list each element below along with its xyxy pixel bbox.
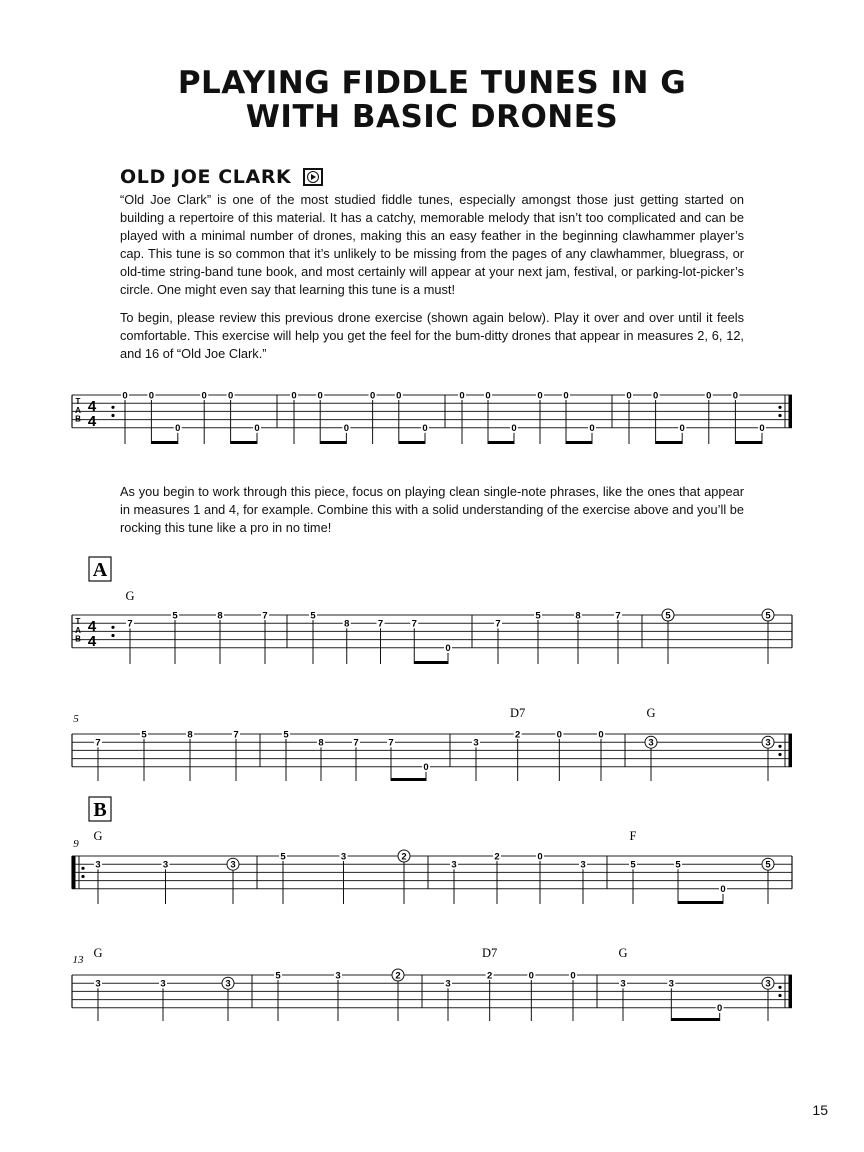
drone-review-paragraph: To begin, please review this previous drone exercise (shown again below). Play it over and over until it feels comfortable. This exercise will help you get the feel for the bum-ditty drones that appear in measures 2, 6, 12, and 16 of “Old Joe Clark.”	[120, 310, 744, 361]
page-title-line-2: WITH BASIC DRONES	[245, 99, 619, 135]
tab-note: 7	[388, 737, 394, 749]
chord-symbol: G	[618, 946, 628, 960]
page-title-line-1: PLAYING FIDDLE TUNES IN G	[177, 65, 687, 101]
chord-symbol: G	[646, 706, 656, 720]
repeat-end-thick-bar	[789, 975, 793, 1008]
repeat-dot	[111, 406, 114, 409]
tab-note: 0	[254, 423, 260, 435]
tab-note: 0	[598, 729, 604, 741]
tab-note: 3	[95, 978, 101, 990]
eighth-beam	[414, 661, 448, 664]
tab-note: 7	[377, 618, 384, 630]
tab-note: 3	[451, 859, 457, 871]
tab-note: 0	[148, 390, 155, 402]
repeat-dot	[778, 414, 781, 417]
eighth-beam	[231, 441, 257, 444]
tab-note: 7	[495, 618, 501, 630]
tab-note: 3	[445, 978, 451, 990]
tab-note: 7	[411, 618, 417, 630]
tab-note: 0	[537, 390, 543, 402]
tab-note: 2	[487, 970, 493, 982]
measure-number: 13	[72, 954, 84, 966]
tab-note: 5	[283, 729, 289, 741]
practice-tips-paragraph: As you begin to work through this piece, focus on playing clean single-note phrases, like the ones that appear in measures 1 and 4, for example. Combine this with a solid understanding of the exercise above and you’ll be rocking this tune like a pro in no time!	[120, 484, 744, 535]
eighth-beam	[151, 441, 177, 444]
tab-note: 3	[765, 737, 771, 749]
tab-clef-letter: A	[75, 625, 81, 635]
eighth-beam	[671, 1018, 719, 1021]
tab-note: 5	[630, 859, 636, 871]
tab-note: 0	[122, 390, 128, 402]
tab-note: 0	[485, 390, 491, 402]
eighth-beam	[735, 441, 762, 444]
tab-note: 0	[556, 729, 562, 741]
tab-note: 0	[679, 423, 685, 435]
rehearsal-mark: B	[93, 799, 107, 821]
eighth-beam	[320, 441, 346, 444]
tab-note: 0	[717, 1003, 723, 1015]
tab-note: 7	[262, 610, 268, 622]
tab-note: 0	[511, 423, 517, 435]
tab-note: 0	[396, 390, 402, 402]
eighth-beam	[656, 441, 683, 444]
tab-staff-system-1	[72, 615, 792, 648]
tab-note: 3	[230, 859, 236, 871]
tab-clef-letter: T	[75, 617, 81, 626]
tab-note: 0	[422, 423, 428, 435]
tab-note: 5	[765, 859, 771, 871]
chord-symbol: F	[629, 829, 637, 843]
tab-note: 8	[318, 737, 324, 749]
tab-clef-letter: T	[75, 397, 81, 406]
tab-staff-system-3	[72, 856, 792, 889]
repeat-end-thick-bar	[789, 734, 793, 767]
tab-note: 0	[537, 851, 543, 863]
tab-note: 5	[141, 729, 147, 741]
tab-note: 0	[317, 390, 323, 402]
tab-note: 8	[217, 610, 223, 622]
tab-note: 5	[280, 851, 286, 863]
repeat-dot	[111, 626, 114, 629]
tab-note: 2	[494, 851, 500, 863]
tab-note: 0	[201, 390, 207, 402]
tab-note: 7	[127, 618, 133, 630]
tab-note: 0	[759, 423, 765, 435]
tab-note: 3	[765, 978, 771, 990]
time-signature-top: 4	[87, 398, 97, 415]
tab-note: 5	[535, 610, 541, 622]
tab-note: 3	[580, 859, 586, 871]
tab-note: 0	[369, 390, 376, 402]
tab-clef-letter: A	[75, 405, 81, 415]
tab-note: 3	[648, 737, 654, 749]
tab-note: 0	[720, 884, 726, 896]
tab-note: 5	[310, 610, 316, 622]
tab-note: 2	[515, 729, 521, 741]
repeat-dot	[81, 867, 84, 870]
tab-note: 8	[575, 610, 581, 622]
repeat-dot	[778, 406, 781, 409]
tab-note: 5	[275, 970, 281, 982]
measure-number: 9	[73, 838, 79, 850]
page-number: 15	[812, 1102, 828, 1118]
tab-note: 5	[665, 610, 671, 622]
intro-paragraph: “Old Joe Clark” is one of the most studied fiddle tunes, especially amongst those just getting started on building a repertoire of this material. It has a catchy, memorable melody that isn’t too complicated and can be played with a minimal number of drones, making this an easy feather in the beginning clawhammer player’s cap. This tune is so common that it’s unlikely to be missing from the pages of any clawhammer, bluegrass, or old-time string-band tune book, and most certainly will appear at your next jam, festival, or parking-lot-picker’s circle. One might even say that learning this tune is a must!	[120, 192, 744, 297]
tab-note: 0	[227, 390, 234, 402]
tab-note: 0	[732, 390, 739, 402]
chord-symbol: G	[93, 946, 103, 960]
tab-note: 8	[187, 729, 193, 741]
tab-clef-letter: B	[75, 414, 81, 424]
repeat-dot	[778, 745, 781, 748]
tab-staff-system-4	[72, 975, 792, 1008]
tab-note: 0	[528, 970, 534, 982]
eighth-beam	[678, 901, 723, 904]
tab-note: 0	[423, 762, 429, 774]
tab-note: 0	[175, 423, 181, 435]
tab-staff-system-2	[72, 734, 792, 767]
tab-note: 0	[652, 390, 659, 402]
tab-note: 0	[445, 643, 451, 655]
tab-note: 0	[291, 390, 297, 402]
section-title: OLD JOE CLARK	[120, 166, 292, 188]
tab-note: 3	[473, 737, 479, 749]
repeat-dot	[778, 753, 781, 756]
tab-note: 7	[353, 737, 359, 749]
eighth-beam	[488, 441, 514, 444]
repeat-dot	[81, 875, 84, 878]
tab-note: 3	[225, 978, 231, 990]
tab-clef-letter: B	[75, 634, 81, 644]
tab-note: 7	[95, 737, 101, 749]
tab-note: 2	[401, 851, 407, 863]
tab-note: 3	[160, 978, 166, 990]
tab-note: 0	[563, 390, 569, 402]
repeat-dot	[778, 994, 781, 997]
eighth-beam	[391, 778, 426, 781]
eighth-beam	[399, 441, 425, 444]
tab-note: 0	[343, 423, 350, 435]
tab-note: 5	[765, 610, 771, 622]
tab-note: 3	[340, 851, 347, 863]
chord-symbol: G	[93, 829, 103, 843]
tab-note: 3	[335, 970, 341, 982]
eighth-beam	[566, 441, 592, 444]
repeat-dot	[778, 986, 781, 989]
tab-note: 7	[233, 729, 239, 741]
repeat-dot	[111, 634, 114, 637]
tab-note: 3	[668, 978, 674, 990]
time-signature-bottom: 4	[87, 633, 97, 650]
tab-note: 3	[162, 859, 169, 871]
tab-note: 2	[395, 970, 401, 982]
tab-note: 0	[570, 970, 576, 982]
tab-note: 8	[344, 618, 350, 630]
tab-note: 3	[95, 859, 101, 871]
tab-note: 0	[706, 390, 712, 402]
time-signature-top: 4	[87, 618, 97, 635]
tab-note: 5	[675, 859, 681, 871]
chord-symbol: D7	[482, 946, 498, 960]
repeat-dot	[111, 414, 114, 417]
chord-symbol: D7	[510, 706, 526, 720]
tab-note: 0	[459, 390, 465, 402]
time-signature-bottom: 4	[87, 413, 97, 430]
tab-note: 3	[620, 978, 626, 990]
repeat-end-thick-bar	[789, 395, 793, 428]
measure-number: 5	[73, 713, 79, 725]
tab-note: 5	[172, 610, 178, 622]
tab-note: 0	[589, 423, 595, 435]
repeat-start-thick-bar	[72, 856, 76, 889]
tab-note: 7	[615, 610, 621, 622]
chord-symbol: G	[125, 589, 135, 603]
rehearsal-mark: A	[92, 559, 108, 581]
tab-note: 0	[626, 390, 632, 402]
